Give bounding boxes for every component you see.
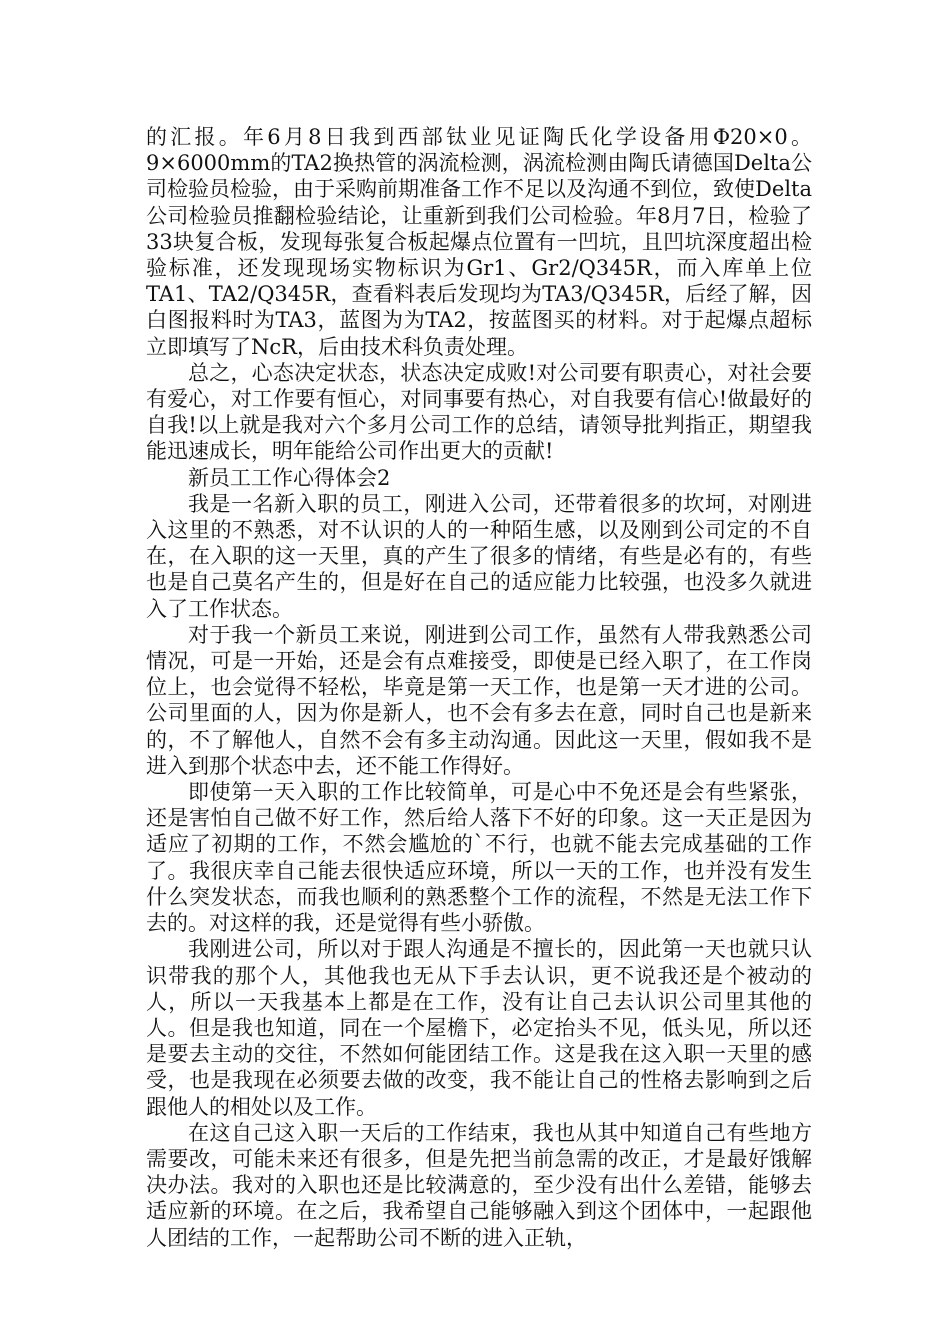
document-body: [146, 124, 812, 1251]
paragraph-first-day-difficulty: 对于我一个新员工来说，刚进到公司工作，虽然有人带我熟悉公司情况，可是一开始，还是会有点难接受，即使是已经入职了，在工作岗位上，也会觉得不轻松，毕竟是第一天工作，也是第一天才进的公司。公司里面的人，因为你是新人，也不会有多去在意，同时自己也是新来的，不了解他人，自然不会有多主动沟通。因此这一天里，假如我不是进入到那个状态中去，还不能工作得好。: [146, 622, 812, 778]
paragraph-new-employee: 我是一名新入职的员工，刚进入公司，还带着很多的坎坷，对刚进入这里的不熟悉，对不认识的人的一种陌生感，以及刚到公司定的不自在，在入职的这一天里，真的产生了很多的情绪，有些是必有的，有些也是自己莫名产生的，但是好在自己的适应能力比较强，也没多久就进入了工作状态。: [146, 491, 812, 621]
paragraph-reflection: 在这自己这入职一天后的工作结束，我也从其中知道自己有些地方需要改，可能未来还有很多，但是先把当前急需的改正，才是最好饿解决办法。我对的入职也还是比较满意的，至少没有出什么差错，能够去适应新的环境。在之后，我希望自己能够融入到这个团体中，一起跟他人团结的工作，一起帮助公司不断的进入正轨，: [146, 1120, 812, 1250]
paragraph-report-continuation: 的汇报。年6月8日我到西部钛业见证陶氏化学设备用Φ20×0。9×6000mm的TA2换热管的涡流检测，涡流检测由陶氏请德国Delta公司检验员检验，由于采购前期准备工作不足以及沟通不到位，致使Delta公司检验员推翻检验结论，让重新到我们公司检验。年8月7日，检验了33块复合板，发现每张复合板起爆点位置有一凹坑，且凹坑深度超出检验标准，还发现现场实物标识为Gr1、Gr2/Q345R，而入库单上位TA1、TA2/Q345R，查看料表后发现均为TA3/Q345R，后经了解，因白图报料时为TA3，蓝图为为TA2，按蓝图买的材料。对于起爆点超标立即填写了NcR，后由技术科负责处理。: [146, 125, 812, 359]
paragraph-nervousness: 即使第一天入职的工作比较简单，可是心中不免还是会有些紧张，还是害怕自己做不好工作，然后给人落下不好的印象。这一天正是因为适应了初期的工作，不然会尴尬的`不行，也就不能去完成基础的工作了。我很庆幸自己能去很快适应环境，所以一天的工作，也并没有发生什么突发状态，而我也顺利的熟悉整个工作的流程，不然是无法工作下去的。对这样的我，还是觉得有些小骄傲。: [146, 780, 812, 936]
paragraph-summary: 总之，心态决定状态，状态决定成败!对公司要有职责心，对社会要有爱心，对工作要有恒心，对同事要有热心，对自我要有信心!做最好的自我!以上就是我对六个多月公司工作的总结，请领导批判指正，期望我能迅速成长，明年能给公司作出更大的贡献!: [146, 360, 812, 464]
section-title: 新员工工作心得体会2: [188, 465, 391, 490]
paragraph-communication: 我刚进公司，所以对于跟人沟通是不擅长的，因此第一天也就只认识带我的那个人，其他我也无从下手去认识，更不说我还是个被动的人，所以一天我基本上都是在工作，没有让自己去认识公司里其他的人。但是我也知道，同在一个屋檐下，必定抬头不见，低头见，所以还是要去主动的交往，不然如何能团结工作。这是我在这入职一天里的感受，也是我现在必须要去做的改变，我不能让自己的性格去影响到之后跟他人的相处以及工作。: [146, 937, 812, 1119]
